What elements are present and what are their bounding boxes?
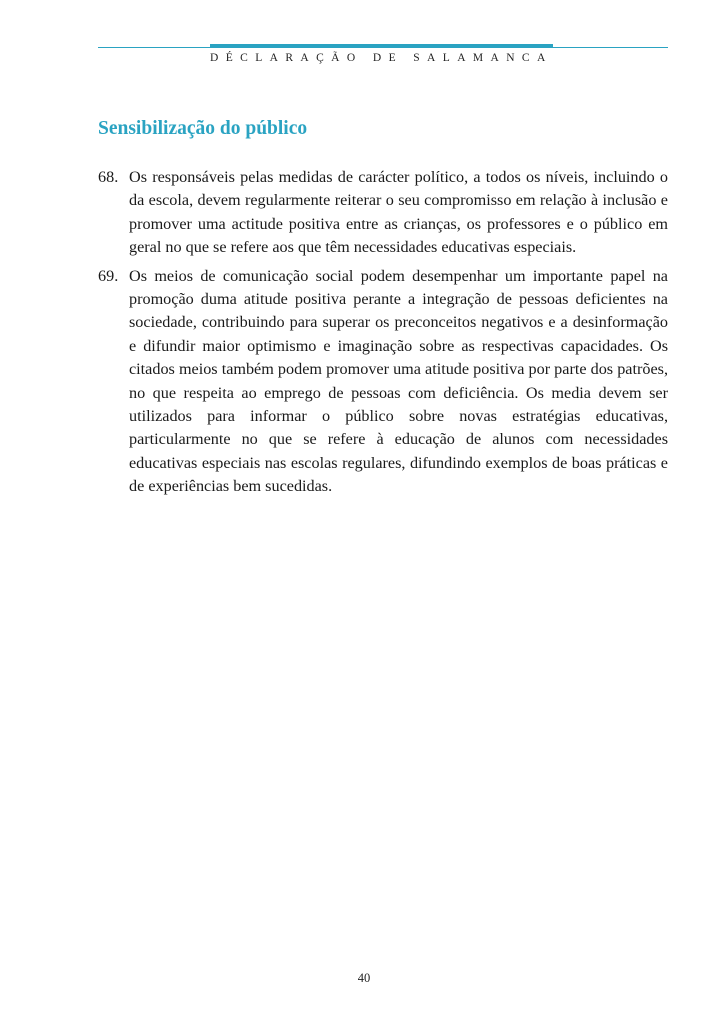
- section-title: Sensibilização do público: [98, 118, 308, 139]
- paragraph-number: 68.: [98, 168, 119, 186]
- paragraph-number: 69.: [98, 266, 119, 285]
- numbered-paragraphs: [98, 166, 668, 504]
- header-accent-bar: [210, 44, 553, 48]
- paragraph-text: Os meios de comunicação social podem desempenhar um importante papel na promoção duma atitude positiva perante a integração de pessoas deficientes na sociedade, contribuindo para superar os preconceitos negativos e a desinformação e difundir maior optimismo e imaginação sobre as respectivas capacidades. Os citados meios também podem promover uma atitude positiva por parte dos patrões, no que respeita ao emprego de pessoas com deficiência. Os media devem ser utilizados para informar o público sobre novas estratégias educativas, particularmente no que se refere à educação de alunos com necessidades educativas especiais nas escolas regulares, difundindo exemplos de boas práticas e de experiências bem sucedidas.: [129, 266, 668, 496]
- paragraph-text: Os responsáveis pelas medidas de carácter político, a todos os níveis, incluindo o da escola, devem regularmente reiterar o seu compromisso em relação à inclusão e promover uma actitude positiva entre as crianças, os professores e o público em geral no que se refere aos que têm necessidades educativas especiais.: [129, 168, 668, 257]
- page-number: 40: [357, 971, 371, 985]
- paragraph-69: [98, 265, 668, 499]
- paragraph-68: [98, 166, 668, 260]
- running-head: DÉCLARAÇÃO DE SALAMANCA: [210, 52, 553, 64]
